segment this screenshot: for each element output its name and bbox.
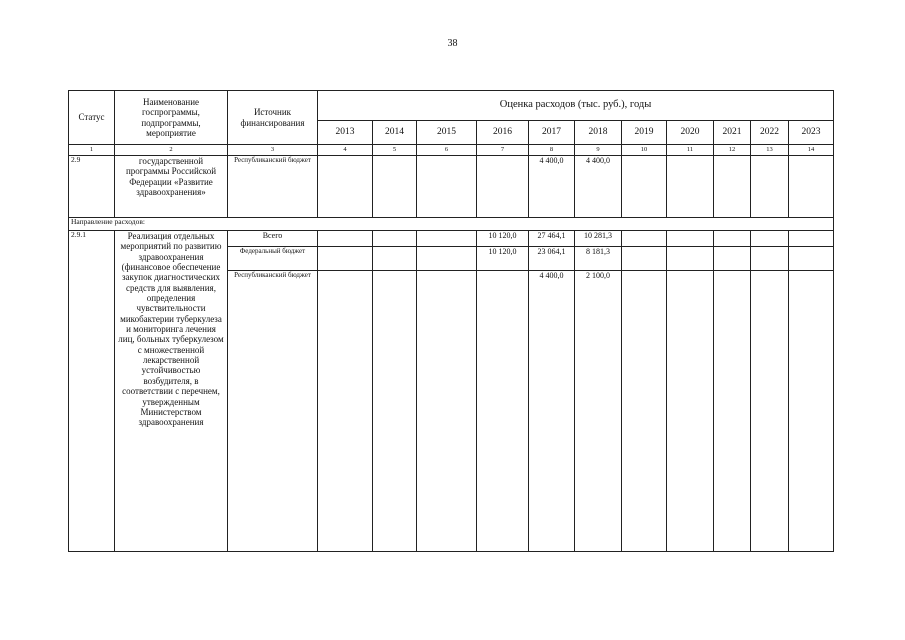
value-cell bbox=[714, 247, 751, 271]
value-cell bbox=[318, 271, 373, 552]
header-row bbox=[69, 91, 834, 121]
header-year: 2023 bbox=[789, 121, 834, 145]
value-cell: 2 100,0 bbox=[575, 271, 622, 552]
header-name: Наименование госпрограммы, подпрограммы, мероприятие bbox=[115, 91, 228, 145]
value-cell bbox=[417, 247, 477, 271]
column-number: 4 bbox=[318, 145, 373, 156]
header-status: Статус bbox=[69, 91, 115, 145]
value-cell bbox=[751, 231, 789, 247]
column-number: 13 bbox=[751, 145, 789, 156]
value-cell bbox=[622, 247, 667, 271]
header-year: 2015 bbox=[417, 121, 477, 145]
value-cell bbox=[318, 247, 373, 271]
value-cell bbox=[714, 156, 751, 218]
value-cell: 27 464,1 bbox=[529, 231, 575, 247]
header-year: 2022 bbox=[751, 121, 789, 145]
value-cell: 4 400,0 bbox=[575, 156, 622, 218]
row-name: государственной программы Российской Федерации «Развитие здравоохранения» bbox=[115, 156, 228, 218]
value-cell bbox=[789, 156, 834, 218]
value-cell bbox=[667, 271, 714, 552]
value-cell bbox=[622, 271, 667, 552]
value-cell bbox=[622, 231, 667, 247]
header-estimate: Оценка расходов (тыс. руб.), годы bbox=[318, 91, 834, 121]
value-cell bbox=[622, 156, 667, 218]
header-year: 2018 bbox=[575, 121, 622, 145]
value-cell: 8 181,3 bbox=[575, 247, 622, 271]
row-status: 2.9 bbox=[69, 156, 115, 218]
value-cell bbox=[417, 231, 477, 247]
column-numbers-row bbox=[69, 145, 834, 156]
value-cell bbox=[373, 247, 417, 271]
value-cell bbox=[751, 247, 789, 271]
column-number: 1 bbox=[69, 145, 115, 156]
row-source: Республиканский бюджет bbox=[228, 271, 318, 552]
value-cell bbox=[751, 156, 789, 218]
header-year: 2014 bbox=[373, 121, 417, 145]
value-cell bbox=[318, 156, 373, 218]
header-source: Источник финансирования bbox=[228, 91, 318, 145]
column-number: 8 bbox=[529, 145, 575, 156]
value-cell bbox=[417, 271, 477, 552]
value-cell bbox=[667, 231, 714, 247]
value-cell bbox=[373, 156, 417, 218]
direction-row bbox=[69, 218, 834, 231]
column-number: 14 bbox=[789, 145, 834, 156]
value-cell bbox=[667, 247, 714, 271]
direction-label: Направление расходов: bbox=[69, 218, 834, 231]
column-number: 2 bbox=[115, 145, 228, 156]
value-cell: 10 281,3 bbox=[575, 231, 622, 247]
header-year: 2017 bbox=[529, 121, 575, 145]
value-cell bbox=[477, 156, 529, 218]
column-number: 10 bbox=[622, 145, 667, 156]
header-year: 2016 bbox=[477, 121, 529, 145]
header-year: 2020 bbox=[667, 121, 714, 145]
value-cell: 10 120,0 bbox=[477, 247, 529, 271]
value-cell: 23 064,1 bbox=[529, 247, 575, 271]
value-cell bbox=[714, 271, 751, 552]
value-cell bbox=[417, 156, 477, 218]
value-cell: 4 400,0 bbox=[529, 271, 575, 552]
column-number: 5 bbox=[373, 145, 417, 156]
header-year: 2013 bbox=[318, 121, 373, 145]
column-number: 9 bbox=[575, 145, 622, 156]
value-cell bbox=[318, 231, 373, 247]
table-row bbox=[69, 156, 834, 218]
expenses-table bbox=[68, 90, 834, 552]
value-cell bbox=[373, 231, 417, 247]
row-status: 2.9.1 bbox=[69, 231, 115, 552]
row-source: Всего bbox=[228, 231, 318, 247]
column-number: 11 bbox=[667, 145, 714, 156]
value-cell bbox=[789, 231, 834, 247]
table-row bbox=[69, 231, 834, 247]
value-cell bbox=[714, 231, 751, 247]
value-cell: 4 400,0 bbox=[529, 156, 575, 218]
value-cell bbox=[477, 271, 529, 552]
column-number: 7 bbox=[477, 145, 529, 156]
value-cell: 10 120,0 bbox=[477, 231, 529, 247]
row-source: Федеральный бюджет bbox=[228, 247, 318, 271]
value-cell bbox=[373, 271, 417, 552]
header-year: 2021 bbox=[714, 121, 751, 145]
column-number: 12 bbox=[714, 145, 751, 156]
value-cell bbox=[789, 271, 834, 552]
value-cell bbox=[789, 247, 834, 271]
column-number: 3 bbox=[228, 145, 318, 156]
row-name: Реализация отдельных мероприятий по развитию здравоохранения (финансовое обеспечение закупок диагностических средств для выявления, определения чувствительности микобактерии туберкулеза и мониторинга лечения лиц, больных туберкулезом с множественной лекарственной устойчивостью возбудителя, в соответствии с перечнем, утвержденным Министерством здравоохранения bbox=[115, 231, 228, 552]
row-source: Республиканский бюджет bbox=[228, 156, 318, 218]
value-cell bbox=[751, 271, 789, 552]
header-year: 2019 bbox=[622, 121, 667, 145]
column-number: 6 bbox=[417, 145, 477, 156]
value-cell bbox=[667, 156, 714, 218]
page-number: 38 bbox=[447, 38, 458, 49]
